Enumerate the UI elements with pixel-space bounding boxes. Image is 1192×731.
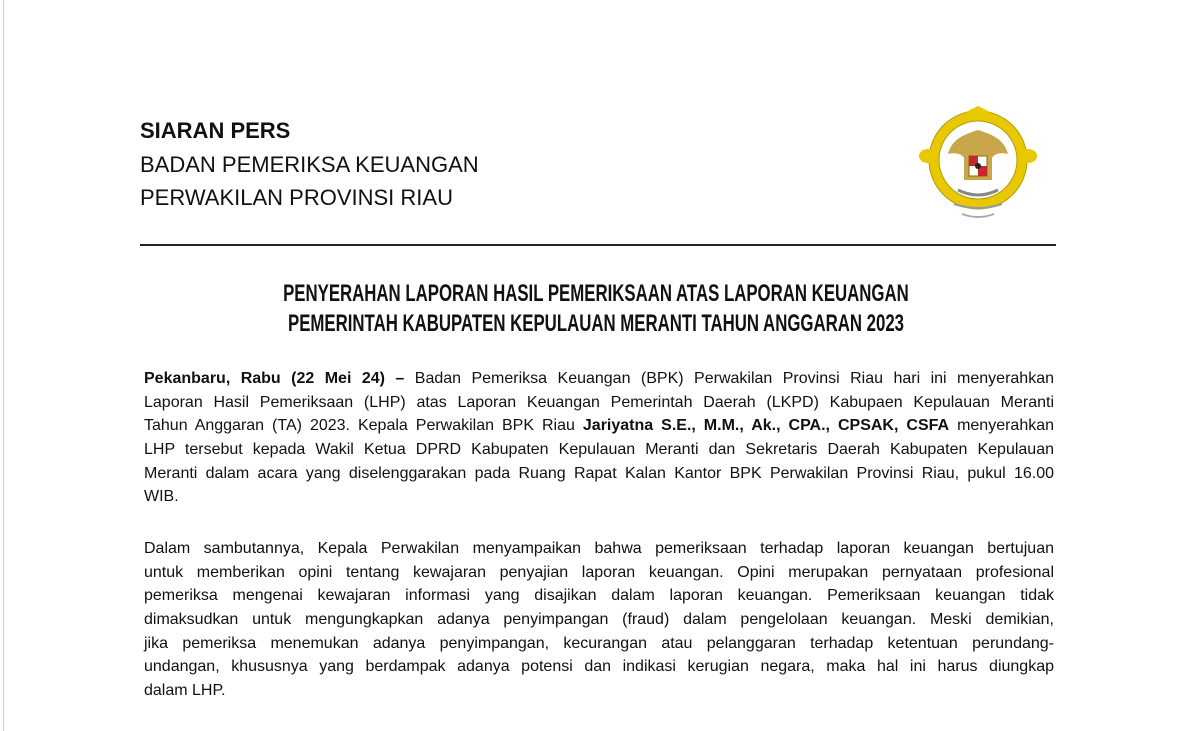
text-line: Dalam sambutannya, Kepala Perwakilan menyampaikan bahwa pemeriksaan terhadap laporan keuangan bertujuan [144,540,1054,557]
bold-text: Pekanbaru, Rabu (22 Mei 24) – [144,370,405,387]
bold-text: Jariyatna S.E., M.M., Ak., CPA., CPSAK, CSFA [582,417,950,435]
agency-branch: PERWAKILAN PROVINSI RIAU [140,185,453,210]
text-line [144,438,1054,462]
text-line: dimaksudkan untuk mengungkapkan adanya penyimpangan (fraud) dalam pengelolaan keuangan. Meski demikian, [144,611,1054,629]
text-line: dalam LHP. [144,682,226,700]
document-title-line-2: PEMERINTAH KABUPATEN KEPULAUAN MERANTI TAHUN ANGGARAN 2023 [287,310,905,337]
agency-name: BADAN PEMERIKSA KEUANGAN [140,152,479,177]
text-line [144,485,1054,509]
text-segment: Laporan Hasil Pemeriksaan (LHP) atas Laporan Keuangan Pemerintah Daerah (LKPD) Kabupaen Kepulauan Meranti [144,393,1054,411]
text-line: jika pemeriksa menemukan adanya penyimpangan, kecurangan atau pelanggaran terhadap ketentuan perundang- [144,634,1054,652]
text-segment: Tahun Anggaran (TA) 2023. Kepala Perwakilan BPK Riau [144,417,583,435]
text-line: pemeriksa mengenai kewajaran informasi yang disajikan dalam laporan keuangan. Pemeriksaan keuangan tidak [144,587,1054,605]
text-segment: Meranti dalam acara yang diselenggarakan pada Ruang Rapat Kalan Kantor BPK Perwakilan Provinsi Riau, pukul 16.00 [144,464,1054,482]
text-line [144,462,1054,486]
text-segment: LHP tersebut kepada Wakil Ketua DPRD Kabupaten Kepulauan Meranti dan Sekretaris Daerah Kabupaten Kepulauan [144,441,1054,459]
text-line [144,391,1054,415]
paragraph-remarks [144,537,1054,703]
text-segment: menyerahkan [949,417,1055,435]
page-edge [3,0,4,731]
text-line [144,414,1054,438]
bpk-emblem-logo [918,104,1038,224]
text-line: undangan, khususnya yang berdampak adanya potensi dan indikasi kerugian negara, maka hal ini harus diungkap [144,658,1054,676]
paragraph-opening [144,367,1054,509]
text-segment: WIB. [144,488,179,506]
text-line: untuk memberikan opini tentang kewajaran penyajian laporan keuangan. Opini merupakan pernyataan profesional [144,563,1054,581]
text-segment: Badan Pemeriksa Keuangan (BPK) Perwakilan Provinsi Riau hari ini menyerahkan [404,370,1054,387]
header-divider [140,244,1056,246]
press-release-label: SIARAN PERS [140,118,291,143]
text-line [144,367,1054,391]
document-title-line-1: PENYERAHAN LAPORAN HASIL PEMERIKSAAN ATAS LAPORAN KEUANGAN [283,280,909,307]
